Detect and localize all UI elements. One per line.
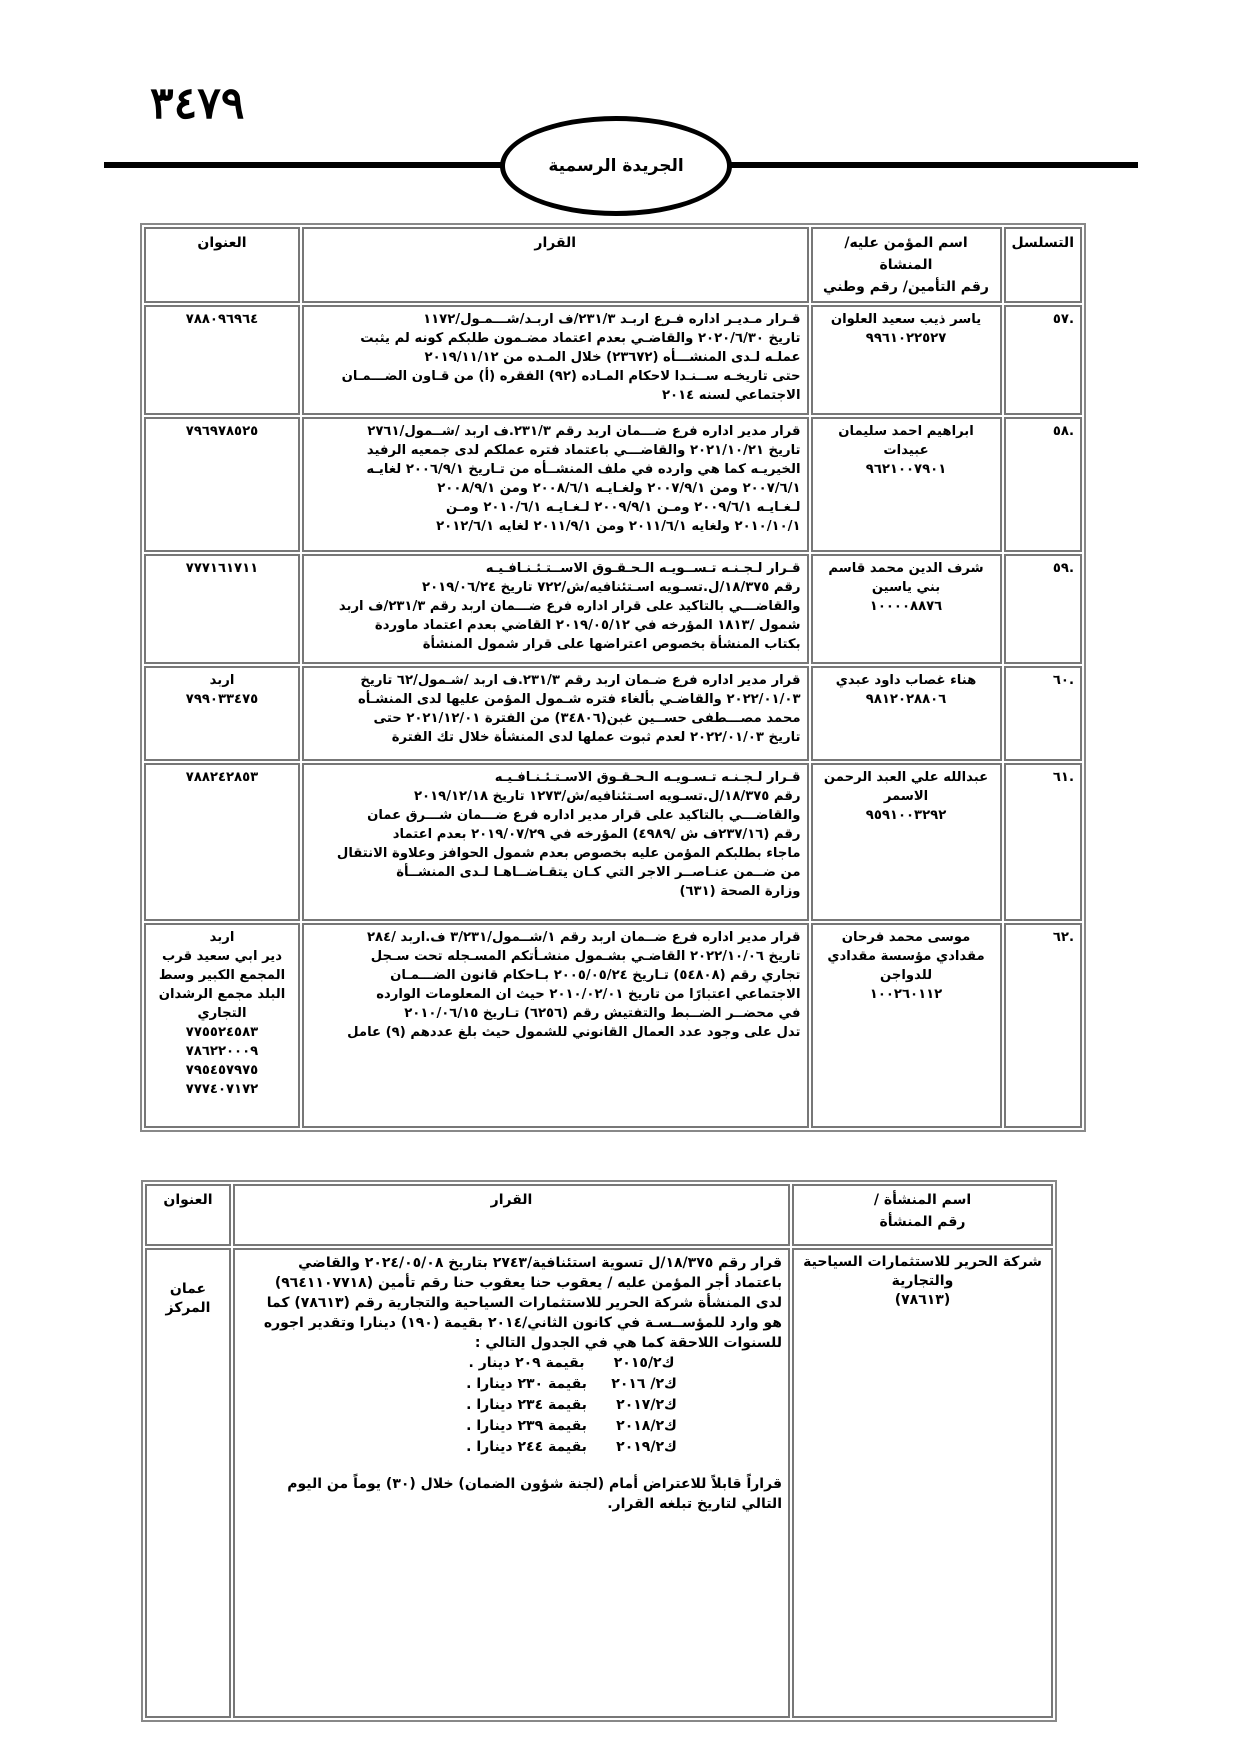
serial-number: .٥٧ — [1052, 312, 1074, 327]
decision-line: تاريخ ٢٠٢٠/٦/٣٠ والقاضـي بعدم اعتماد مضـمون طلبكم كونه لم يثبت — [360, 331, 801, 346]
address-cell — [145, 1248, 231, 1718]
address-line: ٧٧٥٥٢٤٥٨٣ — [185, 1025, 259, 1040]
address-line: التجاري — [197, 1006, 247, 1021]
address-line: ٧٧٧١٦١٧١١ — [185, 561, 259, 576]
decision-line: ماجاء بطلبكم المؤمن عليه بخصوص بعدم شمول الحوافز وعلاوة الانتقال — [336, 846, 801, 861]
serial-number: .٦١ — [1052, 770, 1074, 785]
decision-line: قراراً قابلاً للاعتراض أمام (لجنة شؤون الضمان) خلال (٣٠) يوماً من اليوم — [287, 1476, 782, 1492]
address-line: ٧٩٦٩٧٨٥٢٥ — [185, 424, 259, 439]
decision-line: قرار مدير اداره فرع ضـمان اربد رقم ٢٣١/٣.ف اربد /شـمول/٦٢ تاريخ — [360, 673, 801, 688]
serial-number: .٥٨ — [1052, 424, 1074, 439]
decision-cell — [302, 554, 809, 664]
table-row — [144, 305, 1082, 415]
insured-cell — [811, 554, 1002, 664]
insured-line: ١٠٠٠٠٨٨٧٦ — [869, 599, 943, 614]
table-row — [144, 417, 1082, 552]
address-line: دير ابي سعيد قرب — [161, 949, 282, 964]
insured-line: ٩٨١٢٠٢٨٨٠٦ — [865, 692, 947, 707]
decision-line: قرار مدير اداره فرع ضـــمان اربد رقم ٢٣١/٣.ف اربد /شــمول/٢٧٦١ — [367, 424, 801, 439]
decision-line: من ضــمن عنـاصــر الاجر التي كـان يتقـاضــاهـا لـدى المنشــأة — [396, 865, 801, 880]
decision-line: التالي لتاريخ تبلغه القرار. — [607, 1496, 782, 1512]
address-line: البلد مجمع الرشدان — [158, 987, 286, 1002]
address-cell — [144, 305, 300, 415]
table-row — [145, 1248, 1053, 1718]
header-serial: التسلسل — [1004, 227, 1082, 303]
decision-line: قـرار مـديـر اداره فـرع اربـد ٢٣١/٣/ف اربـد/شـــمـول/١١٧٢ — [423, 312, 801, 327]
address-line: ٧٨٨٠٩٦٩٦٤ — [185, 312, 259, 327]
gazette-title: الجريدة الرسمية — [548, 156, 684, 176]
address-cell — [144, 554, 300, 664]
address-line: ٧٩٥٤٥٧٩٧٥ — [185, 1063, 259, 1078]
table-row — [144, 763, 1082, 921]
serial-cell — [1004, 554, 1082, 664]
insured-cell — [811, 305, 1002, 415]
serial-cell — [1004, 923, 1082, 1128]
decision-line: تجاري رقم (٥٤٨٠٨) تـاريخ ٢٠٠٥/٠٥/٢٤ بـاحكام قانون الضـــمـان — [390, 968, 801, 983]
decision-line: في محضــر الضــبط والتفتيش رقم (٦٢٥٦) تـاريخ ٢٠١٠/٠٦/١٥ — [404, 1006, 801, 1021]
wage-schedule — [241, 1353, 782, 1458]
address-line: ٧٧٧٤٠٧١٧٢ — [185, 1082, 259, 1097]
schedule-line: ك٢٠١٨/٢ بقيمة ٢٣٩ دينارا . — [466, 1418, 677, 1434]
decision-line: حتى تاريخـه ســنـدا لاحكام المـاده (٩٢) الفقره (أ) من قـاون الضـــمـان — [341, 369, 801, 384]
table-header-row — [145, 1184, 1053, 1246]
insured-line: عبيدات — [883, 443, 929, 458]
decision-cell — [302, 763, 809, 921]
insured-line: موسى محمد فرحان — [841, 930, 971, 945]
decision-line: قـرار لـجـنـه تـســويـه الـحـقـوق الاســتـئـنـافـيـه — [485, 561, 801, 576]
header-name-line: رقم المنشأة — [879, 1214, 966, 1230]
decision-line: تاريخ ٢٠٢٢/١٠/٠٦ القاضـي بشـمول منشـأتكم المسـجله تحت سـجل — [370, 949, 801, 964]
insured-line: شرف الدين محمد قاسم — [828, 561, 984, 576]
schedule-line: ك٢٠١٧/٢ بقيمة ٢٣٤ دينارا . — [466, 1397, 677, 1413]
establishment-cell — [792, 1248, 1053, 1718]
address-line: المجمع الكبير وسط — [158, 968, 286, 983]
decision-line: محمد مصـــطفى حســين غبن(٣٤٨٠٦) من الفترة ٢٠٢١/١٢/٠١ حتى — [373, 711, 801, 726]
decision-line: بكتاب المنشأة بخصوص اعتراضها على قرار شمول المنشأة — [422, 637, 801, 652]
decision-line: شمول /١٨١٣ المؤرخه في ٢٠١٩/٠٥/١٢ القاضي بعدم اعتماد ماوردة — [374, 618, 801, 633]
decision-line: الاجتماعي اعتبارًا من تاريخ ٢٠١٠/٠٢/٠١ حيث ان المعلومات الوارده — [376, 987, 801, 1002]
decision-cell — [233, 1248, 790, 1718]
header-name — [811, 227, 1002, 303]
page-number: ٣٤٧٩ — [150, 78, 245, 129]
decision-line: والقاضـــي بالتاكيد على قرار اداره فرع ضـــمان اربد رقم ٢٣١/٣/ف اربد — [338, 599, 801, 614]
schedule-line: ك٢٠١٥/٢ بقيمة ٢٠٩ دينار . — [468, 1355, 675, 1371]
decision-line: والقاضـــي بالتاكيد على قرار مدير اداره فرع ضـــمان شـــرق عمان — [367, 808, 801, 823]
serial-cell — [1004, 305, 1082, 415]
address-line: اربد — [209, 673, 235, 688]
address-line: عمان — [169, 1281, 207, 1297]
address-cell — [144, 417, 300, 552]
address-line: المركز — [165, 1300, 211, 1316]
table-header-row — [144, 227, 1082, 303]
decision-line: رقم ١٨/٣٧٥/ل.تسـويه اسـتئنافيه/ش/١٢٧٣ تاريخ ٢٠١٩/١٢/١٨ — [414, 789, 801, 804]
insured-cell — [811, 763, 1002, 921]
table-row — [144, 666, 1082, 761]
insured-line: للدواجن — [879, 968, 933, 983]
decision-line: الاجتماعي لسنه ٢٠١٤ — [662, 388, 801, 403]
decision-line: قرار رقم ١٨/٣٧٥/ل تسوية استئنافية/٢٧٤٣ بتاريخ ٢٠٢٤/٠٥/٠٨ والقاضي — [298, 1255, 782, 1271]
decision-line: لدى المنشأة شركة الحرير للاستثمارات السياحية والتجارية رقم (٧٨٦١٣) كما — [266, 1295, 782, 1311]
header-decision: القرار — [302, 227, 809, 303]
serial-cell — [1004, 763, 1082, 921]
header-establishment — [792, 1184, 1053, 1246]
insured-cell — [811, 666, 1002, 761]
decision-line: قرار مدير اداره فرع ضــمان اربد رقم ١/شــمول/٣/٢٣١ ف.اربد /٢٨٤ — [366, 930, 801, 945]
decision-cell — [302, 417, 809, 552]
header-name-line: اسم المؤمن عليه/ المنشاة — [844, 235, 968, 273]
decision-line: لـغـايـه ٢٠٠٩/٦/١ ومـن ٢٠٠٩/٩/١ لـغـايـه ٢٠١٠/٦/١ ومـن — [446, 500, 801, 515]
insured-line: ٩٦٢١٠٠٧٩٠١ — [865, 462, 947, 477]
insured-line: الاسمر — [883, 789, 929, 804]
insured-line: مقدادي مؤسسة مقدادي — [827, 949, 985, 964]
insured-line: ٩٥٩١٠٠٣٢٩٢ — [865, 808, 947, 823]
serial-cell — [1004, 666, 1082, 761]
insured-line: ابراهيم احمد سليمان — [838, 424, 974, 439]
address-cell — [144, 923, 300, 1128]
decision-line: قـرار لـجـنـه تـسـويـه الـحـقـوق الاسـتـئـنـافـيـه — [494, 770, 801, 785]
header-address: العنوان — [145, 1184, 231, 1246]
header-name-line: رقم التأمين/ رقم وطني — [823, 279, 989, 295]
establishment-table — [143, 1182, 1055, 1720]
decision-line: تاريخ ٢٠٢٢/٠١/٠٣ لعدم ثبوت عملها لدى المنشأة خلال تك الفترة — [391, 730, 801, 745]
address-line: ٧٩٩٠٣٣٤٧٥ — [185, 692, 259, 707]
decision-line: باعتماد أجر المؤمن عليه / يعقوب حنا يعقوب حنا رقم تأمين (٩٦٤١١٠٧٧١٨) — [274, 1275, 782, 1291]
schedule-line: ك٢/ ٢٠١٦ بقيمة ٢٣٠ دينارا . — [466, 1376, 677, 1392]
schedule-line: ك٢٠١٩/٢ بقيمة ٢٤٤ دينارا . — [466, 1439, 677, 1455]
establishment-line: شركة الحرير للاستثمارات السياحية — [803, 1254, 1042, 1270]
insured-cell — [811, 417, 1002, 552]
address-cell — [144, 666, 300, 761]
decision-line: ٢٠٢٢/٠١/٠٣ والقاضـي بألغاء فتره شـمول المؤمن عليها لدى المنشـأه — [357, 692, 801, 707]
decision-line: تاريخ ٢٠٢١/١٠/٢١ والقاضـــي باعتماد فتره عملكم لدى جمعيه الرفيد — [366, 443, 801, 458]
serial-cell — [1004, 417, 1082, 552]
decision-line: تدل على وجود عدد العمال القانوني للشمول حيث بلغ عددهم (٩) عامل — [347, 1025, 801, 1040]
decision-cell — [302, 923, 809, 1128]
decision-line: وزارة الصحة (٦٣١) — [679, 884, 801, 899]
decision-line: للسنوات اللاحقة كما هي في الجدول التالي : — [474, 1335, 782, 1351]
insured-line: ياسر ذيب سعيد العلوان — [830, 312, 982, 327]
header-name-line: اسم المنشأة / — [873, 1192, 972, 1208]
address-line: ٧٨٦٢٢٠٠٠٩ — [185, 1044, 259, 1059]
insured-line: ٩٩٦١٠٢٢٥٢٧ — [865, 331, 947, 346]
decision-line: رقم ١٨/٣٧٥/ل.تسـويه اسـتئنافيه/ش/٧٢٢ تاريخ ٢٠١٩/٠٦/٢٤ — [422, 580, 801, 595]
decisions-table — [142, 225, 1084, 1130]
table-row — [144, 923, 1082, 1128]
table-row — [144, 554, 1082, 664]
insured-line: ١٠٠٢٦٠١١٢ — [869, 987, 943, 1002]
decision-cell — [302, 666, 809, 761]
establishment-line: (٧٨٦١٣) — [894, 1292, 951, 1308]
establishment-line: والتجارية — [891, 1273, 954, 1289]
decision-line: هو وارد للمؤســسـة في كانون الثاني/٢٠١٤ بقيمة (١٩٠) دينارا وتقدير اجوره — [263, 1315, 782, 1331]
insured-line: عبدالله علي العبد الرحمن — [823, 770, 989, 785]
serial-number: .٦٢ — [1052, 930, 1074, 945]
decision-cell — [302, 305, 809, 415]
header-address: العنوان — [144, 227, 300, 303]
insured-line: بني ياسين — [871, 580, 941, 595]
header-decision: القرار — [233, 1184, 790, 1246]
decision-line: عملـه لـدى المنشـــأه (٢٣٦٧٢) خلال المـده من ٢٠١٩/١١/١٢ — [424, 350, 801, 365]
address-line: اربد — [209, 930, 235, 945]
serial-number: .٥٩ — [1052, 561, 1074, 576]
header-oval — [500, 116, 732, 216]
decision-line: رقم (٢٣٧/١٦ف ش /٤٩٨٩) المؤرخه في ٢٠١٩/٠٧/٢٩ بعدم اعتماد — [392, 827, 801, 842]
decision-line: الخيريـه كما هي وارده في ملف المنشــأه من تـاريخ ٢٠٠٦/٩/١ لغايـه — [366, 462, 801, 477]
insured-cell — [811, 923, 1002, 1128]
insured-line: هناء غصاب داود عبدي — [835, 673, 977, 688]
address-cell — [144, 763, 300, 921]
decision-line: ٢٠٠٧/٦/١ ومن ٢٠٠٧/٩/١ ولغـايـه ٢٠٠٨/٦/١ ومن ٢٠٠٨/٩/١ — [437, 481, 801, 496]
serial-number: .٦٠ — [1052, 673, 1074, 688]
address-line: ٧٨٨٢٤٢٨٥٣ — [185, 770, 259, 785]
decision-line: ٢٠١٠/١٠/١ ولغايه ٢٠١١/٦/١ ومن ٢٠١١/٩/١ لغايه ٢٠١٢/٦/١ — [436, 519, 801, 534]
